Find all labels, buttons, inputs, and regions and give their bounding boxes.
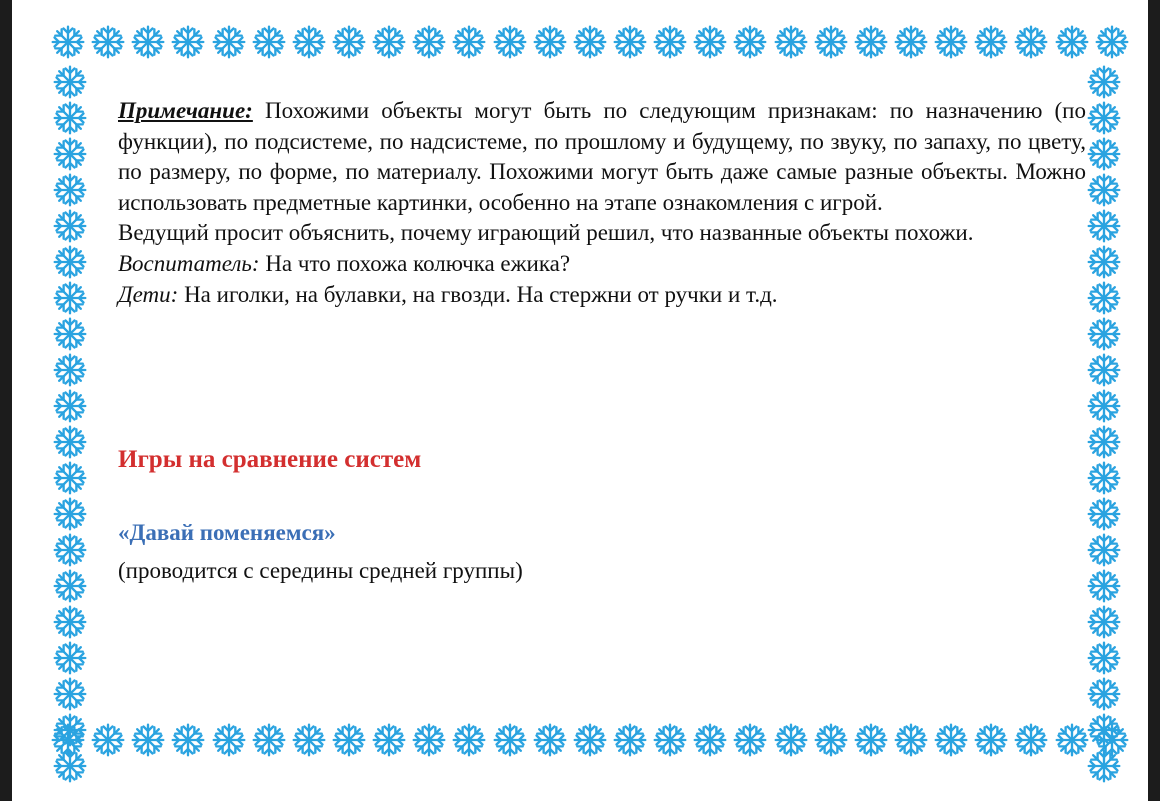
snowflake-icon [52,712,88,748]
snowflake-icon [1086,496,1122,532]
border-bottom [50,722,1130,758]
snowflake-icon [652,722,688,758]
snowflake-icon [1086,748,1122,784]
snowflake-icon [853,24,889,60]
snowflake-icon [291,24,327,60]
snowflake-icon [90,24,126,60]
children-label: Дети: [118,281,179,307]
snowflake-icon [572,24,608,60]
snowflake-icon [130,24,166,60]
snowflake-icon [90,722,126,758]
snowflake-icon [291,722,327,758]
note-paragraph [118,96,1086,218]
border-right [1086,64,1122,718]
snowflake-icon [1094,24,1130,60]
snowflake-icon [1086,604,1122,640]
snowflake-icon [52,604,88,640]
snowflake-icon [973,722,1009,758]
snowflake-icon [52,388,88,424]
snowflake-icon [331,24,367,60]
snowflake-icon [1086,280,1122,316]
snowflake-icon [130,722,166,758]
snowflake-icon [1086,244,1122,280]
border-left [52,64,88,718]
snowflake-icon [211,722,247,758]
snowflake-icon [52,640,88,676]
snowflake-icon [52,316,88,352]
instruction-paragraph: Ведущий просит объяснить, почему играющий решил, что названные объекты похожи. [118,220,974,246]
snowflake-icon [732,24,768,60]
snowflake-icon [933,24,969,60]
snowflake-icon [893,722,929,758]
snowflake-icon [52,280,88,316]
snowflake-icon [692,24,728,60]
snowflake-icon [1086,460,1122,496]
snowflake-icon [1086,676,1122,712]
snowflake-icon [1086,640,1122,676]
teacher-text: На что похожа колючка ежика? [259,250,571,276]
snowflake-icon [732,722,768,758]
snowflake-icon [1086,388,1122,424]
game-title: «Давай поменяемся» [118,520,336,545]
snowflake-icon [52,244,88,280]
snowflake-icon [1086,64,1122,100]
snowflake-icon [1086,172,1122,208]
teacher-label: Воспитатель: [118,250,260,276]
snowflake-icon [411,722,447,758]
snowflake-icon [411,24,447,60]
snowflake-icon [371,24,407,60]
note-label: Примечание: [118,98,253,123]
snowflake-icon [52,136,88,172]
snowflake-icon [853,722,889,758]
snowflake-icon [371,722,407,758]
snowflake-icon [52,424,88,460]
snowflake-icon [572,722,608,758]
snowflake-icon [893,24,929,60]
snowflake-icon [451,24,487,60]
snowflake-icon [1086,424,1122,460]
left-dark-edge [0,0,12,801]
snowflake-icon [52,460,88,496]
snowflake-icon [612,24,648,60]
children-text: На иголки, на булавки, на гвозди. На стержни от ручки и т.д. [178,281,778,307]
snowflake-icon [52,208,88,244]
snowflake-icon [1086,568,1122,604]
snowflake-icon [52,568,88,604]
children-line [118,280,1086,311]
snowflake-icon [1086,352,1122,388]
snowflake-icon [1013,722,1049,758]
game-subtitle: (проводится с середины средней группы) [118,558,523,583]
snowflake-icon [532,24,568,60]
snowflake-icon [612,722,648,758]
teacher-line [118,249,1086,280]
snowflake-icon [52,64,88,100]
snowflake-icon [211,24,247,60]
snowflake-icon [170,722,206,758]
snowflake-icon [451,722,487,758]
snowflake-icon [492,24,528,60]
snowflake-icon [331,722,367,758]
snowflake-icon [813,24,849,60]
snowflake-icon [170,24,206,60]
snowflake-icon [251,24,287,60]
snowflake-icon [973,24,1009,60]
snowflake-icon [52,172,88,208]
note-text: Похожими объекты могут быть по следующим признакам: по назначению (по функции), по подсистеме, по надсистеме, по прошлому и будущему, по звуку, по запаху, по цвету, по размеру, по форме, по материалу. Похожими могут быть даже самые разные объекты. Можно использовать предметные картинки, особенно на этапе ознакомления с игрой. [118,98,1086,215]
snowflake-icon [52,100,88,136]
snowflake-icon [773,722,809,758]
snowflake-icon [692,722,728,758]
snowflake-icon [652,24,688,60]
snowflake-icon [933,722,969,758]
snowflake-icon [1086,532,1122,568]
snowflake-icon [50,24,86,60]
snowflake-icon [52,496,88,532]
snowflake-icon [1086,712,1122,748]
snowflake-icon [1086,100,1122,136]
snowflake-icon [773,24,809,60]
section-title: Игры на сравнение систем [118,446,422,473]
right-dark-edge [1148,0,1160,801]
snowflake-icon [1086,316,1122,352]
snowflake-icon [532,722,568,758]
snowflake-icon [1054,722,1090,758]
snowflake-icon [1013,24,1049,60]
snowflake-icon [52,532,88,568]
snowflake-icon [492,722,528,758]
snowflake-icon [813,722,849,758]
snowflake-icon [52,352,88,388]
snowflake-icon [1086,136,1122,172]
snowflake-icon [52,748,88,784]
border-top [50,24,1130,60]
snowflake-icon [52,676,88,712]
snowflake-icon [1054,24,1090,60]
note-block [118,96,1086,310]
snowflake-icon [251,722,287,758]
snowflake-icon [1086,208,1122,244]
